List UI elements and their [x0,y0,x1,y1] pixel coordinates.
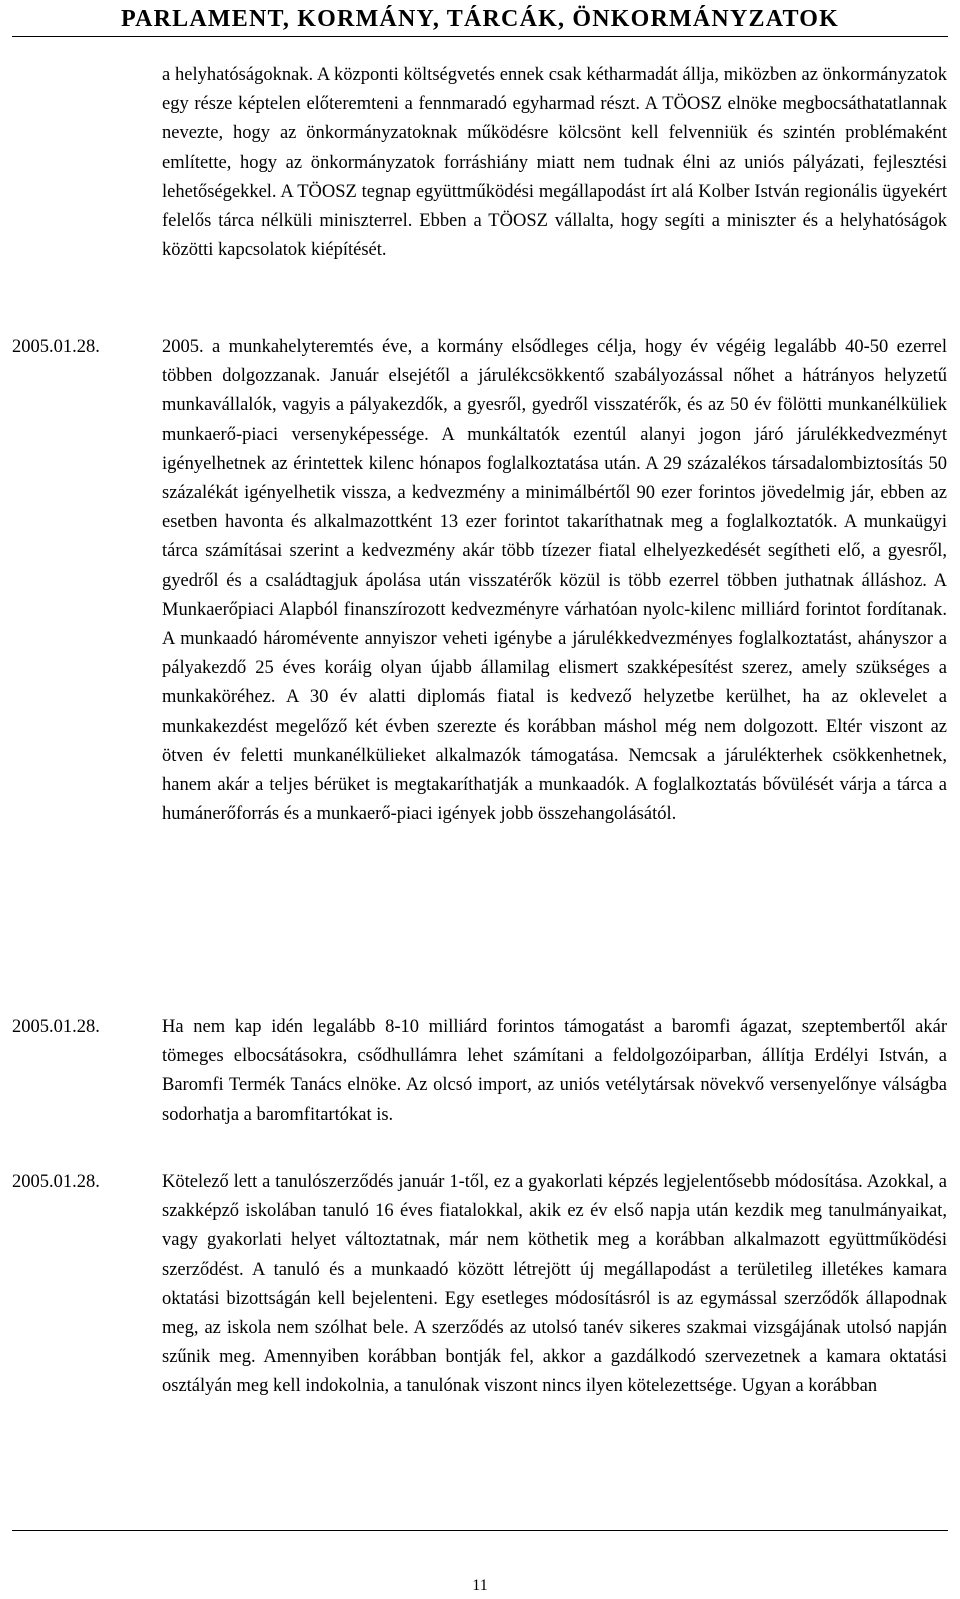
entry-date: 2005.01.28. [12,1017,100,1037]
page-number: 11 [472,1577,488,1594]
entry-date: 2005.01.28. [12,337,100,357]
entry-date: 2005.01.28. [12,1172,100,1192]
footer-divider [12,1530,948,1531]
entry-text: Ha nem kap idén legalább 8-10 milliárd forintos támogatást a baromfi ágazat, szeptembertől akár tömeges elbocsátásokra, csődhullámra lehet számítani a feldolgozóiparban, állítja Erdélyi István, a Baromfi Termék Tanács elnöke. Az olcsó import, az uniós vetélytársak növekvő versenyelőnye válságba sodorhatja a baromfitartókat is. [162,1017,947,1125]
entry-text: Kötelező lett a tanulószerződés január 1-től, ez a gyakorlati képzés legjelentősebb módosítása. Azokkal, a szakképző iskolában tanuló 16 éves fiatalokkal, akik ez év első napja után kezdik meg tanulmányaikat, vagy gyakorlati helyet változtatnak, már nem köthetik meg a korábban alkalmazott együttműködési szerződést. A tanuló és a munkaadó között létrejött új megállapodást a területileg illetékes kamara oktatási bizottságán kell bejelenteni. Egy esetleges módosításról is az egymással szerződők állapodnak meg, az iskola nem szólhat bele. A szerződés az utolsó tanév sikeres szakmai vizsgájának utolsó napján szűnik meg. Amennyiben korábban bontják fel, akkor a gazdálkodó szervezetnek a kamara oktatási osztályán meg kell indokolnia, a tanulónak viszont nincs ilyen kötelezettsége. Ugyan a korábban [162,1172,947,1397]
entry-text: 2005. a munkahelyteremtés éve, a kormány elsődleges célja, hogy év végéig legalább 40-50 ezerrel többen dolgozzanak. Január elsejétől a járulékcsökkentő szabályozással nőhet a hátrányos helyzetű munkavállalók, vagyis a pályakezdők, a gyesről, gyedről visszatérők, és az 50 év fölötti munkanélküliek munkaerő-piaci versenyképessége. A munkáltatók ezentúl alanyi jogon járó járulékkedvezményt igényelhetnek az érintettek kilenc hónapos foglalkoztatása után. A 29 százalékos társadalombiztosítás 50 százalékát igényelhetik vissza, a kedvezmény a minimálbértől 90 ezer forintos jövedelmig jár, ebben az esetben havonta és alkalmazottként 13 ezer forintot takaríthatnak meg a foglalkoztatók. A munkaügyi tárca számításai szerint a kedvezmény akár több tízezer fiatal elhelyezkedését segítheti elő, a gyesről, gyedről és a családtagjuk ápolása után visszatérők közül is több ezerrel többen juthatnak álláshoz. A Munkaerőpiaci Alapból finanszírozott kedvezményre várhatóan nyolc-kilenc milliárd forintot fordítanak. A munkaadó háromévente annyiszor veheti igénybe a járulékkedvezményes foglalkoztatást, ahányszor a pályakezdő 25 éves koráig olyan újabb államilag elismert szakképesítést szerez, amely szükséges a munkaköréhez. A 30 év alatti diplomás fiatal is kedvező helyzetbe kerülhet, ha az oklevelet a munkakezdést megelőző két évben szerezte és korábban máshol még nem dolgozott. Eltér viszont az ötven év feletti munkanélkülieket alkalmazók támogatása. Nemcsak a járulékterhek csökkenhetnek, hanem akár a teljes bérüket is megtakaríthatják a munkaadók. A foglalkoztatás bővülését várja a tárca a humánerőforrás és a munkaerő-piaci igények jobb összehangolásától. [162,337,947,825]
entry-text: a helyhatóságoknak. A központi költségvetés ennek csak kétharmadát állja, miközben az önkormányzatok egy része képtelen előteremteni a fennmaradó egyharmad részt. A TÖOSZ elnöke megbocsáthatatlannak nevezte, hogy az önkormányzatoknak működésre kölcsönt kell felvenniük és szintén problémaként említette, hogy az önkormányzatok forráshiány miatt nem tudnak élni az uniós pályázati, fejlesztési lehetőségekkel. A TÖOSZ tegnap együttműködési megállapodást írt alá Kolber István regionális ügyekért felelős tárca nélküli miniszterrel. Ebben a TÖOSZ vállalta, hogy segíti a miniszter és a helyhatóságok közötti kapcsolatok kiépítését. [162,65,947,261]
header-title: PARLAMENT, KORMÁNY, TÁRCÁK, ÖNKORMÁNYZATOK [121,6,839,32]
page-header [12,2,948,37]
